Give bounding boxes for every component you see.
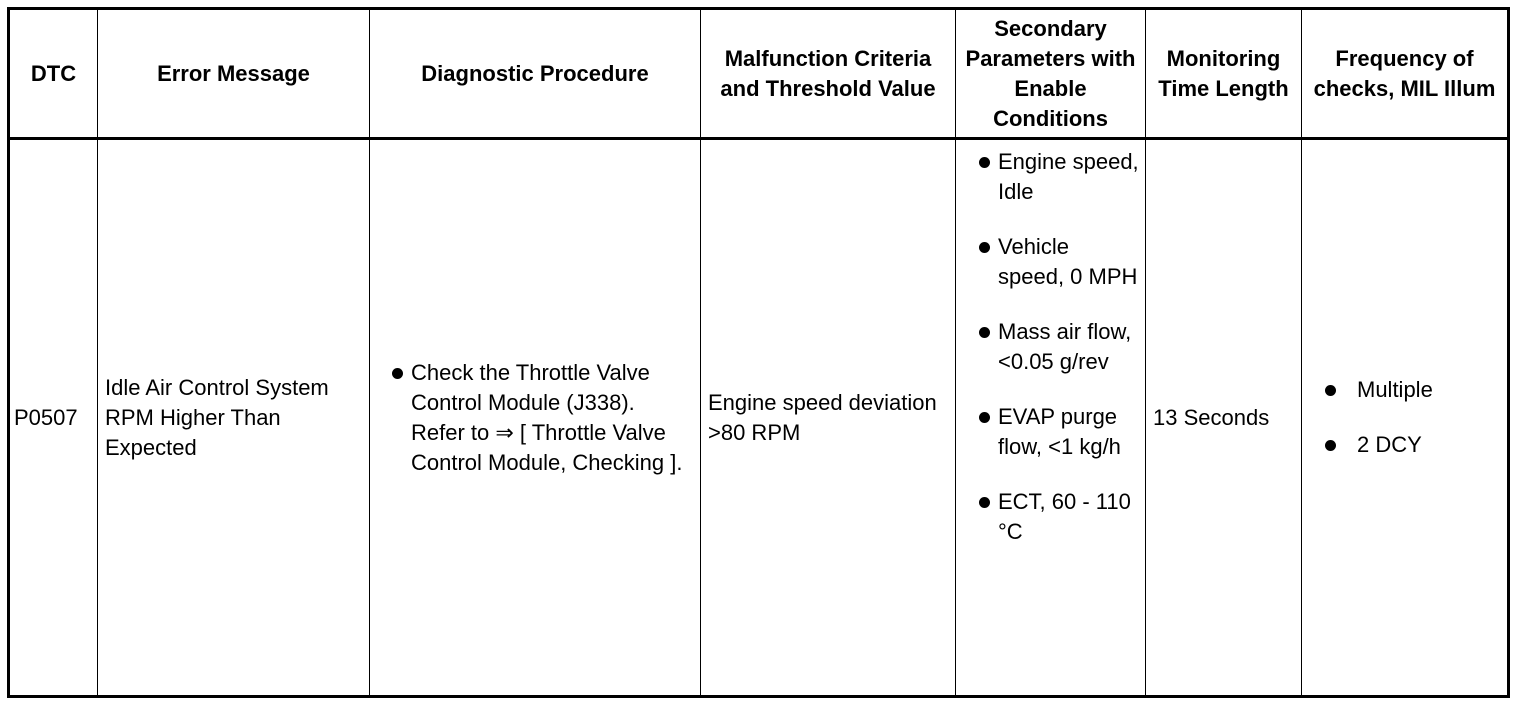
header-monitoring-time: Monitoring Time Length [1146,9,1302,139]
dtc-table [7,7,1510,698]
header-secondary-parameters: Secondary Parameters with Enable Conditions [956,9,1146,139]
table-header [9,9,1509,139]
cell-diagnostic-procedure [370,139,701,697]
secondary-parameter-item: Mass air flow, <0.05 g/rev [964,317,1139,377]
diagnostic-procedure-list [377,358,693,478]
secondary-parameter-item: Vehicle speed, 0 MPH [964,232,1139,292]
header-frequency: Frequency of checks, MIL Illum [1302,9,1509,139]
header-row [9,9,1509,139]
header-diagnostic-procedure: Diagnostic Procedure [370,9,701,139]
frequency-item: Multiple [1309,375,1500,405]
secondary-parameter-item: EVAP purge flow, <1 kg/h [964,402,1139,462]
cell-error-message: Idle Air Control System RPM Higher Than Expected [98,139,370,697]
secondary-parameter-item: ECT, 60 - 110 °C [964,487,1139,547]
cell-frequency [1302,139,1509,697]
cell-secondary-parameters [956,139,1146,697]
frequency-item: 2 DCY [1309,430,1500,460]
diagnostic-procedure-item: Check the Throttle Valve Control Module (J338). Refer to ⇒ [ Throttle Valve Control Module, Checking ]. [377,358,693,478]
header-dtc: DTC [9,9,98,139]
frequency-list [1309,375,1500,460]
secondary-parameter-item: Engine speed, Idle [964,147,1139,207]
header-error-message: Error Message [98,9,370,139]
table-row [9,139,1509,697]
cell-dtc-code: P0507 [9,139,98,697]
header-malfunction-criteria: Malfunction Criteria and Threshold Value [701,9,956,139]
cell-malfunction-criteria: Engine speed deviation >80 RPM [701,139,956,697]
secondary-parameters-list [964,147,1139,547]
cell-monitoring-time: 13 Seconds [1146,139,1302,697]
